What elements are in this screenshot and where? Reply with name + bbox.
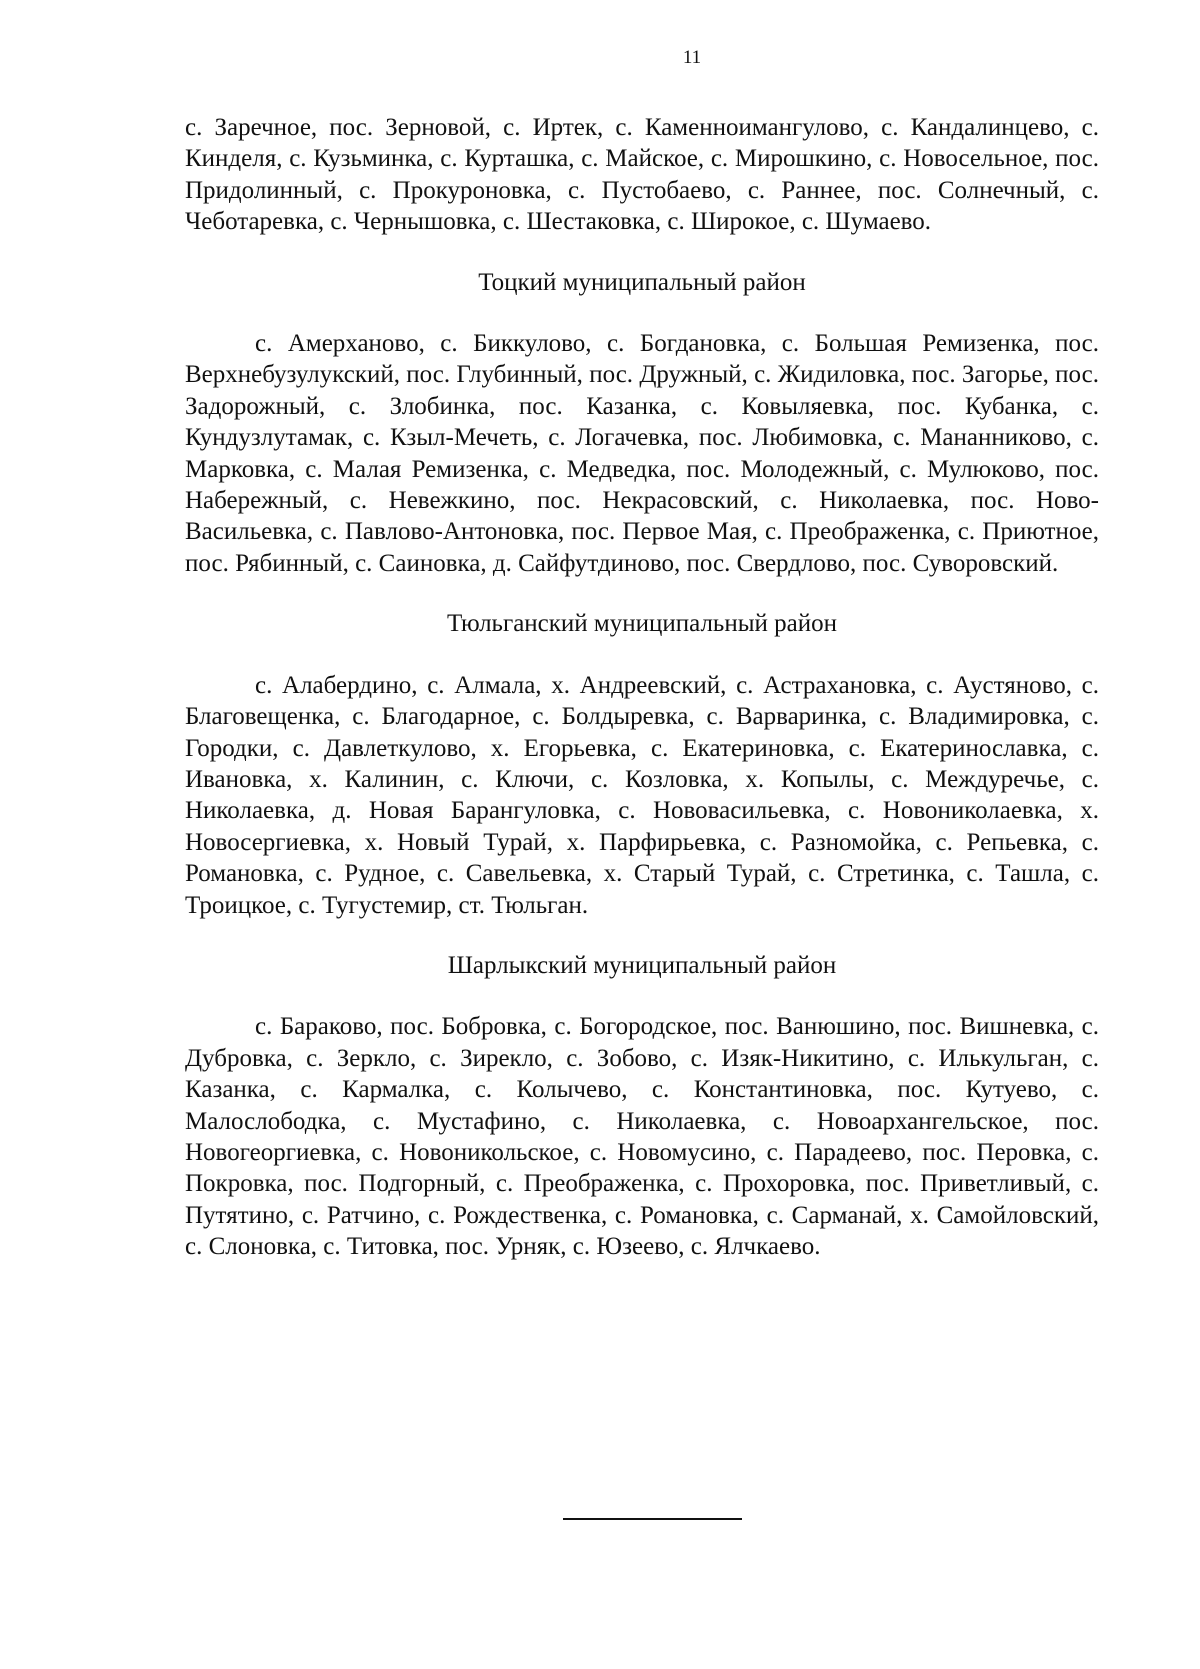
section-heading-tyulgansky: Тюльганский муниципальный район [446, 610, 837, 638]
document-body [185, 112, 1099, 1263]
section-text-totsky: с. Амерханово, с. Биккулово, с. Богдановка, с. Большая Ремизенка, пос. Верхнебузулукский, пос. Глубинный, пос. Дружный, с. Жидиловка, пос. Загорье, пос. Задорожный, с. Злобинка, пос. Казанка, с. Ковыляевка, пос. Кубанка, с. Кундузлутамак, с. Кзыл-Мечеть, с. Логачевка, пос. Любимовка, с. Мананниково, с. Марковка, с. Малая Ремизенка, с. Медведка, пос. Молодежный, с. Мулюково, пос. Набережный, с. Невежкино, пос. Некрасовский, с. Николаевка, пос. Ново-Васильевка, с. Павлово-Антоновка, пос. Первое Мая, с. Преображенка, с. Приютное, пос. Рябинный, с. Саиновка, д. Сайфутдиново, пос. Свердлово, пос. Суворовский. [185, 330, 1099, 577]
intro-paragraph: с. Заречное, пос. Зерновой, с. Иртек, с. Каменноимангулово, с. Кандалинцево, с. Кинделя, с. Кузьминка, с. Курташка, с. Майское, с. Мирошкино, с. Новосельное, пос. Придолинный, с. Прокуроновка, с. Пустобаево, с. Раннее, пос. Солнечный, с. Чеботаревка, с. Чернышовка, с. Шестаковка, с. Широкое, с. Шумаево. [185, 114, 1099, 236]
section-heading-totsky: Тоцкий муниципальный район [478, 268, 806, 296]
section-text-tyulgansky: с. Алабердино, с. Алмала, х. Андреевский, с. Астрахановка, с. Аустяново, с. Благовещенка, с. Благодарное, с. Болдыревка, с. Варваринка, с. Владимировка, с. Городки, с. Давлеткулово, х. Егорьевка, с. Екатериновка, с. Екатеринославка, с. Ивановка, х. Калинин, с. Ключи, с. Козловка, х. Копылы, с. Междуречье, с. Николаевка, д. Новая Барангуловка, с. Нововасильевка, с. Новониколаевка, х. Новосергиевка, х. Новый Турай, х. Парфирьевка, с. Разномойка, с. Репьевка, с. Романовка, с. Рудное, с. Савельевка, х. Старый Турай, с. Стретинка, с. Ташла, с. Троицкое, с. Тугустемир, ст. Тюльган. [185, 671, 1099, 919]
page-number: 11 [682, 47, 702, 68]
section-heading-sharlyksky: Шарлыкский муниципальный район [447, 951, 837, 979]
end-divider-line [563, 1518, 742, 1520]
section-text-sharlyksky: с. Бараково, пос. Бобровка, с. Богородское, пос. Ванюшино, пос. Вишневка, с. Дубровка, с. Зеркло, с. Зирекло, с. Зобово, с. Изяк-Никитино, с. Илькульган, с. Казанка, с. Кармалка, с. Колычево, с. Константиновка, пос. Кутуево, с. Малослободка, с. Мустафино, с. Николаевка, с. Новоархангельское, пос. Новогеоргиевка, с. Новоникольское, с. Новомусино, с. Парадеево, пос. Перовка, с. Покровка, пос. Подгорный, с. Преображенка, с. Прохоровка, пос. Приветливый, с. Путятино, с. Ратчино, с. Рождественка, с. Романовка, с. Сарманай, х. Самойловский, с. Слоновка, с. Титовка, пос. Урняк, с. Юзеево, с. Ялчкаево. [185, 1013, 1099, 1261]
